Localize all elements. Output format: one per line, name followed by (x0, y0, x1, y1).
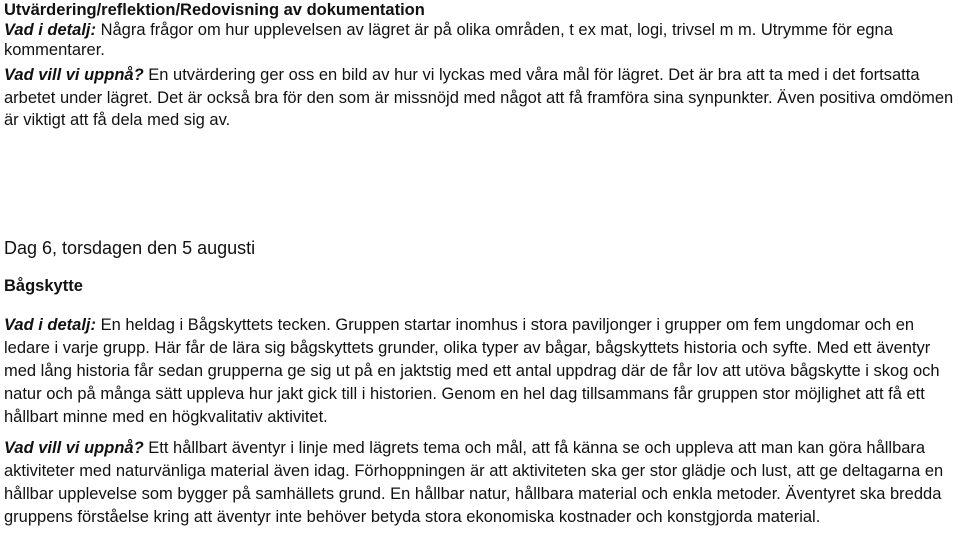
purpose-label: Vad vill vi uppnå? (4, 66, 144, 84)
activity-purpose-paragraph (4, 437, 956, 529)
detail-text: En heldag i Bågskyttets tecken. Gruppen startar inomhus i stora paviljonger i grupper om fem ungdomar och en ledare i varje grupp. Här får de lära sig bågskyttets grunder, olika typer av bågar, bågskyttets historia och syfte. Med ett äventyr med lång historia får sedan grupperna ge sig ut på en jaktstig med ett antal uppdrag där de får lov att utöva bågskytte i skog och natur och på många sätt uppleva hur jakt gick till i historien. Genom en hel dag tillsammans får gruppen stor möjlighet att få ett hållbart minne med en högkvalitativ aktivitet. (4, 316, 940, 426)
activity-heading: Bågskytte (4, 277, 83, 295)
activity-detail-paragraph (4, 314, 956, 429)
day-heading: Dag 6, torsdagen den 5 augusti (4, 238, 256, 258)
detail-label: Vad i detalj: (4, 316, 96, 334)
detail-text: Några frågor om hur upplevelsen av lägret är på olika områden, t ex mat, logi, trivsel m m. Utrymme för egna kommentarer. (4, 21, 893, 59)
detail-paragraph (4, 20, 956, 60)
detail-label: Vad i detalj: (4, 21, 96, 39)
purpose-paragraph (4, 64, 956, 132)
section-title: Utvärdering/reflektion/Redovisning av dokumentation (4, 1, 425, 19)
purpose-text: En utvärdering ger oss en bild av hur vi lyckas med våra mål för lägret. Det är bra att ta med i det fortsatta arbetet under lägret. Det är också bra för den som är missnöjd med något att få framföra sina synpunkter. Även positiva omdömen är viktigt att få dela med sig av. (4, 66, 954, 129)
evaluation-section (4, 0, 956, 60)
purpose-text: Ett hållbart äventyr i linje med lägrets tema och mål, att få känna se och uppleva att man kan göra hållbara aktiviteter med naturvänliga material även idag. Förhoppningen är att aktiviteten ska ger stor glädje och lust, att ge deltagarna en hållbar upplevelse som bygger på samhällets grund. En hållbar natur, hållbara material och enkla metoder. Äventyret ska bredda gruppens förståelse kring att äventyr inte behöver betyda stora ekonomiska kostnader och konstgjorda material. (4, 439, 944, 526)
purpose-label: Vad vill vi uppnå? (4, 439, 144, 457)
